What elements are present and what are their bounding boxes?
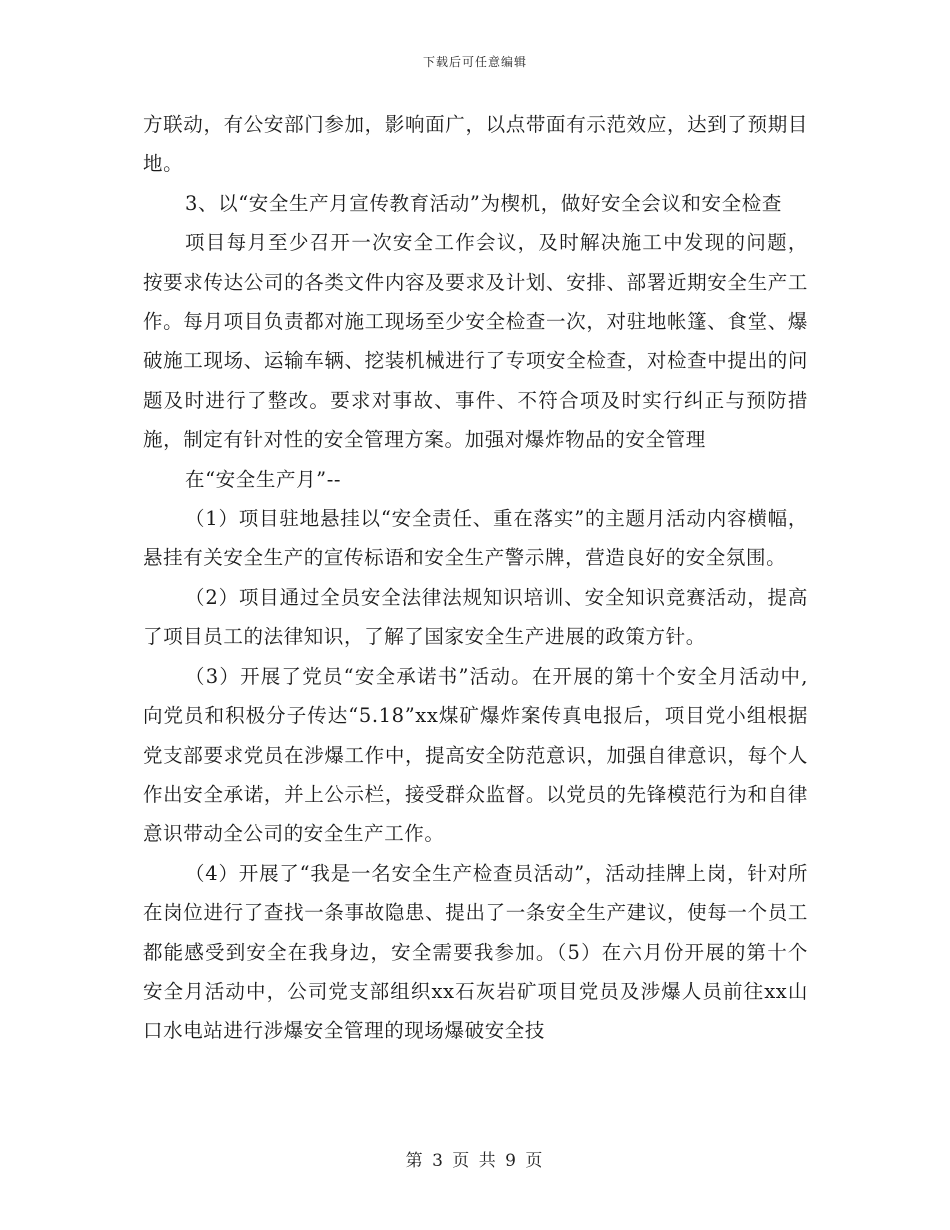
paragraph-continuation: 方联动，有公安部门参加，影响面广，以点带面有示范效应，达到了预期目地。 bbox=[143, 113, 808, 176]
paragraph-item-4: （4）开展了“我是一名安全生产检查员活动”，活动挂牌上岗，针对所在岗位进行了查找一条事故隐患、提出了一条安全生产建议，使每一个员工都能感受到安全在我身边，安全需要我参加。（5）在六月份开展的第十个安全月活动中，公司党支部组织xx石灰岩矿项目党员及涉爆人员前往xx山口水电站进行涉爆安全管理的现场爆破安全技 bbox=[143, 861, 808, 1043]
page-number: 第 3 页 共 9 页 bbox=[405, 1151, 545, 1171]
paragraph-item-3: （3）开展了党员“安全承诺书”活动。在开展的第十个安全月活动中,向党员和积极分子传达“5.18”xx煤矿爆炸案传真电报后，项目党小组根据党支部要求党员在涉爆工作中，提高安全防范意识，加强自律意识，每个人作出安全承诺，并上公示栏，接受群众监督。以党员的先锋模范行为和自律意识带动全公司的安全生产工作。 bbox=[143, 664, 808, 846]
paragraph-meetings: 项目每月至少召开一次安全工作会议，及时解决施工中发现的问题，按要求传达公司的各类文件内容及要求及计划、安排、部署近期安全生产工作。每月项目负责都对施工现场至少安全检查一次，对驻地帐篷、食堂、爆破施工现场、运输车辆、挖装机械进行了专项安全检查，对检查中提出的问题及时进行了整改。要求对事故、事件、不符合项及时实行纠正与预防措施，制定有针对性的安全管理方案。加强对爆炸物品的安全管理 bbox=[143, 231, 808, 452]
paragraph-item-1: （1）项目驻地悬挂以“安全责任、重在落实”的主题月活动内容横幅，悬挂有关安全生产的宣传标语和安全生产警示牌，营造良好的安全氛围。 bbox=[143, 507, 808, 570]
paragraph-section-heading: 3、以“安全生产月宣传教育活动”为楔机，做好安全会议和安全检查 bbox=[185, 191, 782, 215]
page-header: 下载后可任意编辑 bbox=[422, 55, 527, 69]
paragraph-safety-month-intro: 在“安全生产月”-- bbox=[185, 467, 342, 491]
document-body bbox=[143, 105, 808, 1051]
paragraph-item-2: （2）项目通过全员安全法律法规知识培训、安全知识竞赛活动，提高了项目员工的法律知识，了解了国家安全生产进展的政策方针。 bbox=[143, 585, 808, 649]
